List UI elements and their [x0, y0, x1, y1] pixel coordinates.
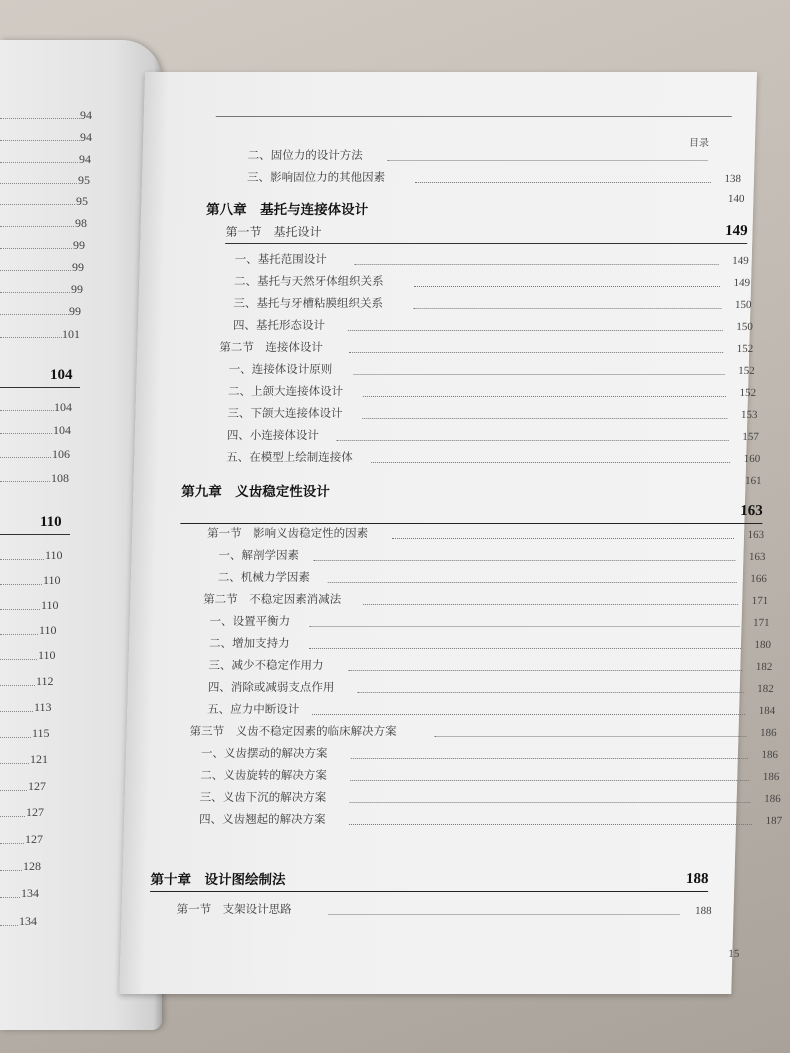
left-dots: [0, 609, 40, 610]
toc-leader-dots: [337, 440, 729, 441]
toc-leader-dots: [351, 758, 748, 759]
toc-leader-dots: [354, 374, 725, 375]
toc-entry-page: 171: [752, 617, 770, 629]
left-dots: [0, 270, 71, 271]
toc-entry: [218, 542, 766, 564]
toc-entry-page: 150: [736, 321, 754, 333]
toc-entry-page: 161: [744, 475, 762, 487]
left-page-number: 95: [76, 194, 88, 208]
left-dots: [0, 897, 20, 898]
toc-entry-label: 第二节 连接体设计: [219, 340, 324, 354]
toc-leader-dots: [434, 736, 746, 737]
toc-leader-dots: [348, 670, 742, 671]
left-page-number: 95: [78, 173, 90, 187]
toc-entry-page: 186: [762, 771, 780, 783]
toc-entry-label: 二、增加支持力: [208, 636, 290, 650]
toc-leader-dots: [414, 286, 720, 287]
toc-entry-label: 二、机械力学因素: [217, 570, 311, 584]
toc-leader-dots: [328, 914, 679, 915]
toc-entry-label: 第三节 义齿不稳定因素的临床解决方案: [189, 724, 397, 738]
toc-entry-page: 153: [740, 409, 758, 421]
left-page-number: 110: [39, 623, 57, 637]
toc-leader-dots: [388, 160, 708, 161]
toc-entry-label: 一、基托范围设计: [234, 252, 327, 266]
toc-entry-label: 二、固位力的设计方法: [247, 148, 363, 162]
left-dots: [0, 410, 54, 411]
left-dots: [0, 763, 29, 764]
toc-leader-dots: [358, 692, 744, 693]
toc-entry-page: 182: [755, 661, 773, 673]
left-dots: [0, 685, 35, 686]
left-page-number: 127: [26, 805, 44, 819]
toc-entry-label: 三、基托与牙槽粘膜组织关系: [233, 296, 384, 310]
toc-leader-dots: [349, 824, 752, 825]
toc-entry-page: 186: [761, 749, 779, 761]
left-dots: [0, 204, 75, 205]
left-chapter-rule: [0, 387, 80, 388]
left-page-number: 94: [80, 130, 92, 144]
toc-leader-dots: [309, 648, 741, 649]
toc-entry-label: 二、基托与天然牙体组织关系: [233, 274, 384, 288]
chapter-page: 188: [685, 871, 709, 887]
left-page-number: 99: [73, 238, 85, 252]
toc-leader-dots: [371, 462, 730, 463]
toc-entry: [247, 164, 742, 186]
toc-entry: [201, 740, 779, 762]
left-dots: [0, 337, 62, 338]
toc-entry: [209, 630, 772, 652]
chapter-title: 第十章 设计图绘制法: [150, 872, 286, 888]
toc-entry: [207, 520, 765, 542]
toc-leader-dots: [312, 714, 745, 715]
toc-entry: [208, 674, 775, 696]
toc-entry-page: 166: [750, 573, 768, 585]
toc-entry: [228, 378, 757, 400]
left-page-number: 110: [41, 598, 59, 612]
left-page-number: 121: [30, 752, 48, 766]
left-page-number: 128: [23, 859, 41, 873]
toc-leader-dots: [348, 330, 723, 331]
left-dots: [0, 314, 69, 315]
toc-entry-page: 186: [764, 793, 781, 805]
left-dots: [0, 433, 52, 434]
toc-entry: [203, 586, 769, 608]
toc-entry-label: 第一节 影响义齿稳定性的因素: [206, 526, 369, 540]
left-dots: [0, 183, 77, 184]
left-dots: [0, 870, 22, 871]
toc-entry-label: 二、上颌大连接体设计: [227, 384, 344, 398]
toc-entry-page: 152: [737, 365, 755, 377]
toc-entry-page: 140: [727, 193, 745, 205]
left-dots: [0, 737, 31, 738]
section-title: 第一节 基托设计: [225, 225, 322, 239]
toc-entry: [247, 142, 738, 164]
left-dots: [0, 843, 24, 844]
toc-leader-dots: [350, 802, 751, 803]
left-dots: [0, 248, 72, 249]
toc-entry: [189, 718, 777, 740]
toc-leader-dots: [350, 780, 749, 781]
toc-entry: [226, 444, 761, 466]
left-dots: [0, 118, 80, 119]
toc-entry-page: 187: [765, 815, 783, 827]
left-page-number: 99: [69, 304, 81, 318]
toc-entry: [209, 608, 770, 630]
toc-entry-label: 五、应力中断设计: [207, 702, 300, 716]
toc-entry: [235, 246, 750, 268]
left-dots: [0, 659, 37, 660]
left-chapter-rule: [0, 534, 70, 535]
toc-entry-label: 四、基托形态设计: [232, 318, 326, 332]
left-dots: [0, 559, 44, 560]
toc-entry-page: 152: [739, 387, 757, 399]
left-page-number: 115: [32, 726, 50, 740]
toc-leader-dots: [363, 396, 726, 397]
toc-leader-dots: [328, 582, 737, 583]
toc-entry-page: 188: [694, 905, 712, 917]
toc-entry-page: 138: [724, 173, 742, 185]
left-page-number: 127: [28, 779, 46, 793]
left-page-number: 104: [53, 423, 71, 437]
left-chapter-page: 104: [50, 367, 73, 383]
left-page-number: 98: [75, 216, 87, 230]
left-page-number: 108: [51, 471, 69, 485]
toc-entry-label: 五、在模型上绘制连接体: [226, 450, 353, 464]
toc-entry: [228, 356, 755, 378]
left-dots: [0, 790, 27, 791]
toc-entry: [218, 564, 768, 586]
left-dots: [0, 162, 78, 163]
toc-entry-page: 149: [732, 255, 749, 267]
left-page-number: 104: [54, 400, 72, 414]
toc-entry-page: 184: [758, 705, 776, 717]
left-page-number: 99: [72, 260, 84, 274]
toc-entry: [227, 400, 758, 422]
left-page-number: 110: [38, 648, 56, 662]
toc-leader-dots: [313, 560, 735, 561]
left-page-number: 99: [71, 282, 83, 296]
header-title: 目录: [688, 138, 710, 149]
toc-entry-label: 一、义齿摆动的解决方案: [200, 746, 328, 760]
toc-entry: [233, 290, 752, 312]
toc-entry-page: 160: [743, 453, 761, 465]
toc-entry-page: 182: [757, 683, 774, 695]
toc-entry-label: 第二节 不稳定因素消减法: [203, 592, 342, 606]
toc-entry-page: 157: [742, 431, 759, 443]
toc-leader-dots: [415, 182, 711, 183]
left-dots: [0, 816, 25, 817]
section-rule: [225, 243, 747, 244]
page-number: 15: [728, 948, 740, 960]
chapter-title: 第九章 义齿稳定性设计: [181, 484, 330, 500]
toc-entry: [208, 652, 773, 674]
toc-entry: [234, 268, 751, 290]
toc-entry-page: 171: [751, 595, 769, 607]
toc-leader-dots: [392, 538, 734, 539]
left-dots: [0, 481, 50, 482]
toc-entry-label: 四、消除或减弱支点作用: [207, 680, 335, 694]
chapter-page: 163: [740, 503, 763, 519]
left-page-number: 127: [25, 832, 43, 846]
left-dots: [0, 634, 38, 635]
toc-leader-dots: [363, 604, 738, 605]
toc-entry-label: 三、减少不稳定作用力: [208, 658, 324, 672]
toc-entry-page: 163: [748, 551, 766, 563]
chapter-title: 第八章 基托与连接体设计: [205, 202, 369, 218]
toc-entry: [219, 334, 754, 356]
left-chapter-page: 110: [40, 514, 62, 530]
left-page-number: 112: [36, 674, 54, 688]
toc-entry-page: 186: [759, 727, 777, 739]
left-dots: [0, 226, 74, 227]
toc-leader-dots: [355, 264, 719, 265]
toc-entry: [200, 762, 780, 784]
toc-entry: [233, 312, 754, 334]
toc-entry-label: 第一节 支架设计思路: [176, 902, 292, 916]
left-dots: [0, 140, 80, 141]
toc-leader-dots: [413, 308, 721, 309]
toc-entry: [227, 422, 760, 444]
left-page-number: 134: [21, 886, 39, 900]
left-page-number: 134: [19, 914, 37, 928]
left-page-number: 94: [80, 108, 92, 122]
toc-entry-page: 149: [733, 277, 751, 289]
left-dots: [0, 457, 51, 458]
toc-entry-label: 四、义齿翘起的解决方案: [198, 812, 326, 826]
left-page-number: 106: [52, 447, 70, 461]
left-dots: [0, 584, 42, 585]
header-rule: [216, 116, 732, 117]
section-heading: [225, 218, 748, 244]
toc-entry-page: 163: [747, 529, 765, 541]
toc-leader-dots: [362, 418, 727, 419]
left-page-number: 110: [43, 573, 61, 587]
left-page-number: 94: [79, 152, 91, 166]
left-dots: [0, 711, 33, 712]
toc-entry: [207, 696, 776, 718]
left-dots: [0, 925, 18, 926]
toc-entry: [199, 806, 783, 828]
left-page-number: 110: [45, 548, 63, 562]
toc-leader-dots: [309, 626, 739, 627]
left-page-number: 113: [34, 700, 52, 714]
chapter-rule: [150, 891, 708, 892]
toc-entry: [176, 896, 712, 918]
left-page-number: 101: [62, 327, 80, 341]
toc-entry-page: 150: [734, 299, 752, 311]
toc-entry-label: 一、解剖学因素: [218, 548, 300, 562]
toc-entry-label: 三、义齿下沉的解决方案: [199, 790, 327, 804]
toc-entry-label: 三、下颌大连接体设计: [227, 406, 343, 420]
toc-entry: [199, 784, 781, 806]
toc-entry-label: 二、义齿旋转的解决方案: [200, 768, 328, 782]
toc-entry-label: 一、连接体设计原则: [228, 362, 333, 376]
toc-entry-label: 一、设置平衡力: [209, 614, 291, 628]
left-dots: [0, 292, 70, 293]
chapter-heading: [150, 866, 709, 892]
section-page: 149: [724, 223, 748, 239]
toc-entry-label: 四、小连接体设计: [226, 428, 320, 442]
toc-leader-dots: [349, 352, 723, 353]
toc-entry-page: 180: [754, 639, 772, 651]
toc-entry-label: 三、影响固位力的其他因素: [246, 170, 386, 184]
right-page: [119, 72, 783, 994]
toc-entry-page: 152: [736, 343, 754, 355]
